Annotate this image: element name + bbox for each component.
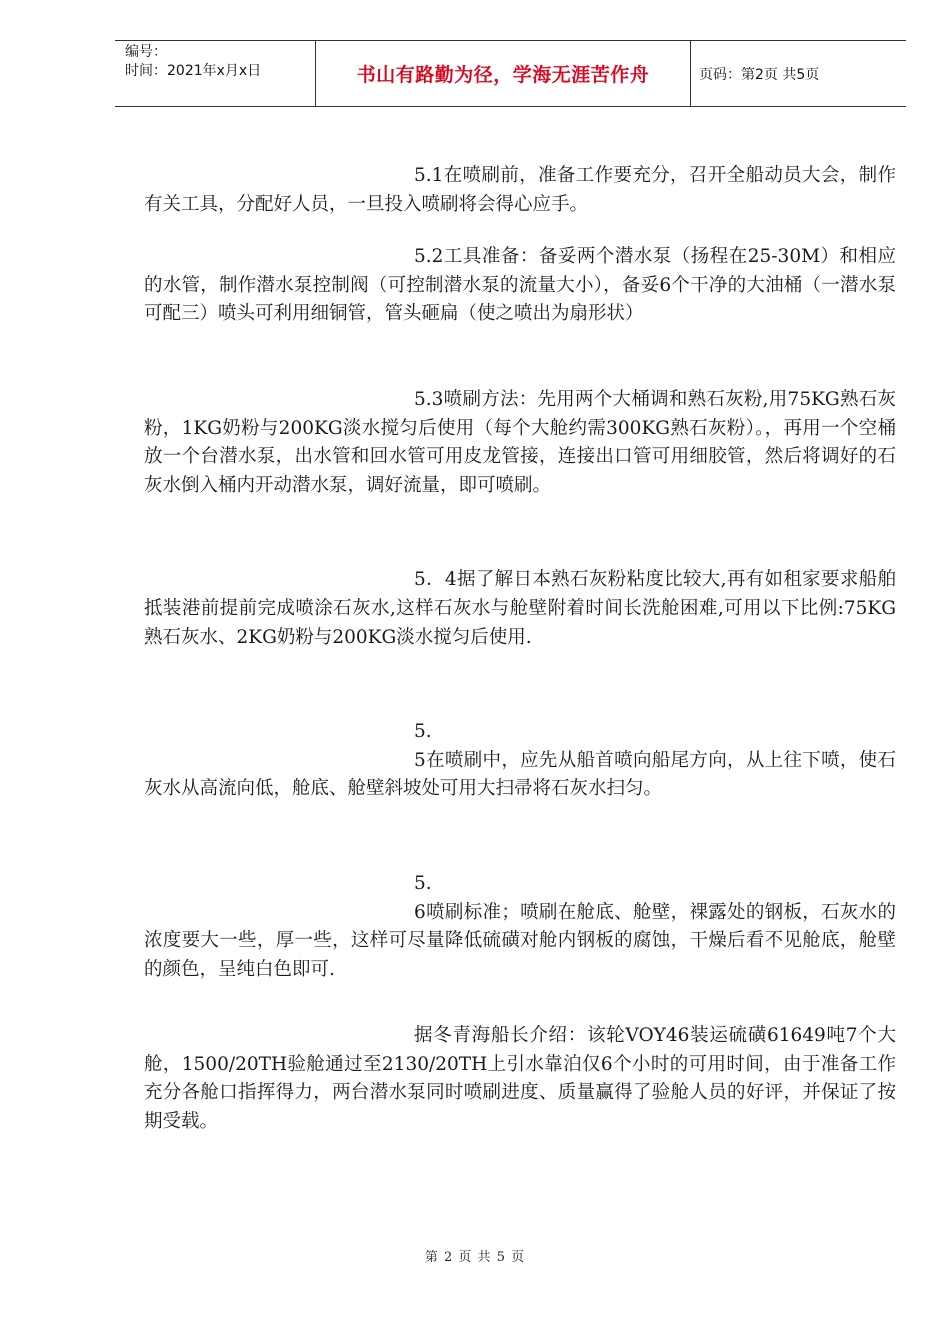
- document-body: [144, 162, 896, 1137]
- paragraph-5-5: 5在喷刷中，应先从船首喷向船尾方向，从上往下喷，使石灰水从高流向低，舱底、舱壁斜坡处可用大扫帚将石灰水扫匀。: [144, 749, 896, 800]
- paragraph-5-4: 5．4据了解日本熟石灰粉粘度比较大,再有如租家要求船舶抵装港前提前完成喷涂石灰水,这样石灰水与舱壁附着时间长洗舱困难,可用以下比例:75KG熟石灰水、2KG奶粉与200KG淡水搅匀后使用.: [144, 569, 896, 648]
- paragraph-5-1: 5.1在喷刷前，准备工作要充分，召开全船动员大会，制作有关工具，分配好人员，一旦投入喷刷将会得心应手。: [144, 165, 896, 215]
- header-page-info: 页码：第2页 共5页: [699, 66, 820, 83]
- paragraph-5-6-number: 5.: [414, 872, 432, 894]
- header-meta: [115, 41, 316, 106]
- paragraph-5-3: 5.3喷刷方法：先用两个大桶调和熟石灰粉,用75KG熟石灰粉，1KG奶粉与200KG淡水搅匀后使用（每个大舱约需300KG熟石灰粉）。，再用一个空桶放一个台潜水泵，出水管和回水管可用皮龙管接，连接出口管可用细胶管，然后将调好的石灰水倒入桶内开动潜水泵，调好流量，即可喷刷。: [144, 388, 896, 496]
- paragraph-captain-report: 据冬青海船长介绍：该轮VOY46装运硫磺61649吨7个大舱，1500/20TH验舱通过至2130/20TH上引水靠泊仅6个小时的可用时间，由于准备工作充分各舱口指挥得力，两台潜水泵同时喷刷进度、质量赢得了验舱人员的好评，并保证了按期受载。: [144, 1025, 896, 1133]
- paragraph-5-5-number: 5.: [414, 721, 432, 743]
- document-header: [115, 40, 906, 107]
- page-footer: 第 2 页 共 5 页: [424, 1250, 526, 1265]
- paragraph-5-6: 6喷刷标准；喷刷在舱底、舱壁，裸露处的钢板，石灰水的浓度要大一些，厚一些，这样可尽量降低硫磺对舱内钢板的腐蚀，干燥后看不见舱底，舱壁的颜色，呈纯白色即可.: [144, 901, 896, 980]
- serial-number-label: 编号：: [125, 44, 167, 60]
- paragraph-5-2: 5.2工具准备：备妥两个潜水泵（扬程在25-30M）和相应的水管，制作潜水泵控制阀（可控制潜水泵的流量大小），备妥6个干净的大油桶（一潜水泵可配三）喷头可利用细铜管，管头砸扁（使之喷出为扇形状）: [144, 246, 896, 325]
- date-label: 时间：2021年x月x日: [125, 63, 262, 79]
- header-motto: 书山有路勤为径，学海无涯苦作舟: [316, 41, 691, 106]
